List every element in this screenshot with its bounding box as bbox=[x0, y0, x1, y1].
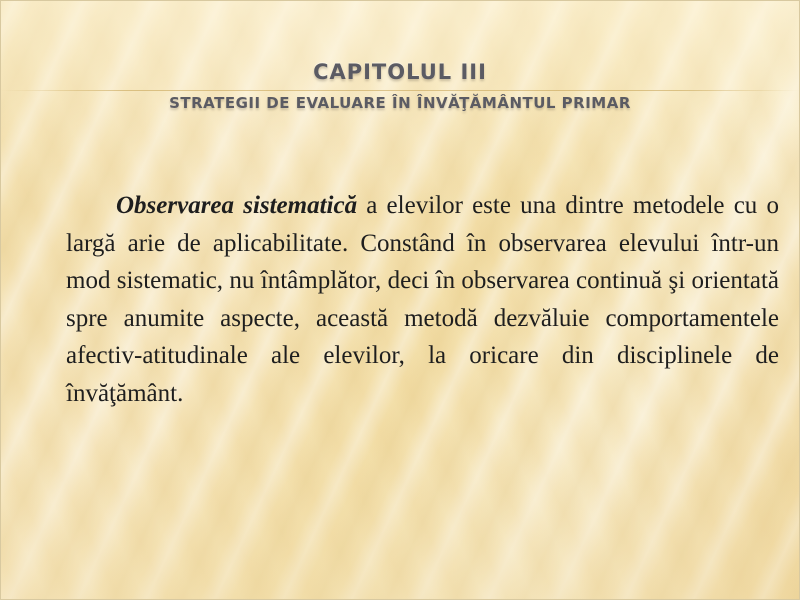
title-divider bbox=[0, 90, 800, 91]
slide-title: CAPITOLUL III bbox=[313, 60, 487, 84]
slide-subtitle: STRATEGII DE EVALUARE ÎN ÎNVĂŢĂMÂNTUL PRIMAR bbox=[169, 94, 631, 112]
paragraph-text: a elevilor este una dintre metodele cu o largă arie de aplicabilitate. Constând în observarea elevului într-un mod sistematic, nu întâmplător, deci în observarea continuă şi orientată spre anumite aspecte, această metodă dezvăluie comportamentele afectiv-atitudinale ale elevilor, la oricare din disciplinele de învăţământ. bbox=[66, 192, 779, 407]
body-paragraph bbox=[66, 187, 779, 413]
paragraph-lead: Observarea sistematică bbox=[116, 192, 358, 219]
